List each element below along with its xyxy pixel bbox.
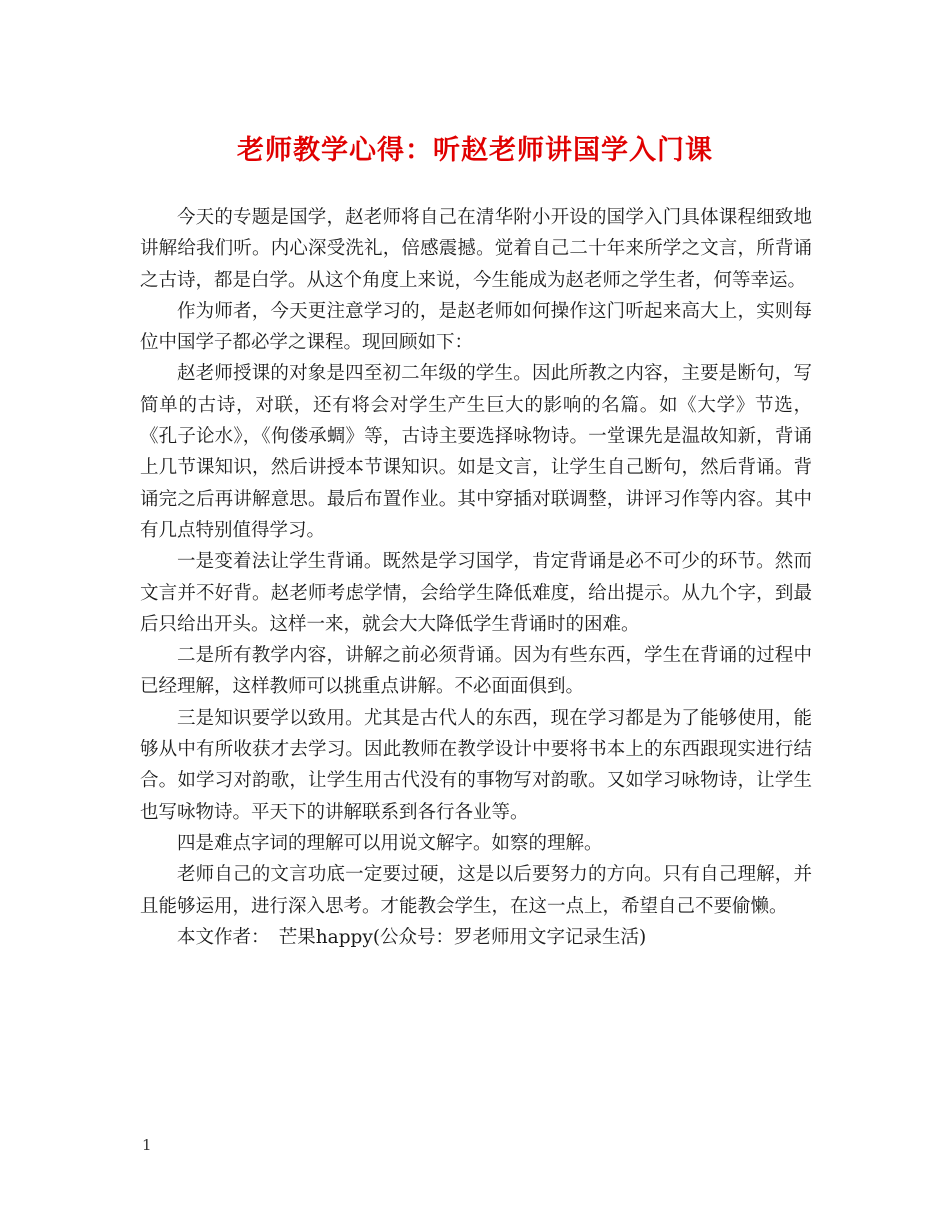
paragraph: 一是变着法让学生背诵。既然是学习国学，肯定背诵是必不可少的环节。然而文言并不好背。赵老师考虑学情，会给学生降低难度，给出提示。从九个字，到最后只给出开头。这样一来，就会大大降低学生背诵时的困难。 [140,551,812,635]
document-body [140,202,812,953]
paragraph: 老师自己的文言功底一定要过硬，这是以后要努力的方向。只有自己理解，并且能够运用，进行深入思考。才能教会学生，在这一点上，希望自己不要偷懒。 [140,864,812,917]
paragraph: 赵老师授课的对象是四至初二年级的学生。因此所教之内容，主要是断句，写简单的古诗，对联，还有将会对学生产生巨大的影响的名篇。如《大学》节选，《孔子论水》，《佝偻承蜩》等，古诗主要选择咏物诗。一堂课先是温故知新，背诵上几节课知识，然后讲授本节课知识。如是文言，让学生自己断句，然后背诵。背诵完之后再讲解意思。最后布置作业。其中穿插对联调整，讲评习作等内容。其中有几点特别值得学习。 [140,363,812,541]
page-number: 1 [142,1136,152,1154]
paragraph: 三是知识要学以致用。尤其是古代人的东西，现在学习都是为了能够使用，能够从中有所收获才去学习。因此教师在教学设计中要将书本上的东西跟现实进行结合。如学习对韵歌，让学生用古代没有的事物写对韵歌。又如学习咏物诗，让学生也写咏物诗。平天下的讲解联系到各行各业等。 [140,707,812,823]
paragraph: 今天的专题是国学，赵老师将自己在清华附小开设的国学入门具体课程细致地讲解给我们听。内心深受洗礼，倍感震撼。觉着自己二十年来所学之文言，所背诵之古诗，都是白学。从这个角度上来说，今生能成为赵老师之学生者，何等幸运。 [140,207,812,291]
paragraph: 二是所有教学内容，讲解之前必须背诵。因为有些东西，学生在背诵的过程中已经理解，这样教师可以挑重点讲解。不必面面俱到。 [140,645,812,698]
document-title: 老师教学心得：听赵老师讲国学入门课 [237,135,713,166]
paragraph: 作为师者，今天更注意学习的，是赵老师如何操作这门听起来高大上，实则每位中国学子都必学之课程。现回顾如下： [140,300,812,354]
author-line: 本文作者： 芒果happy(公众号：罗老师用文字记录生活) [177,926,647,948]
paragraph: 四是难点字词的理解可以用说文解字。如察的理解。 [177,832,603,854]
